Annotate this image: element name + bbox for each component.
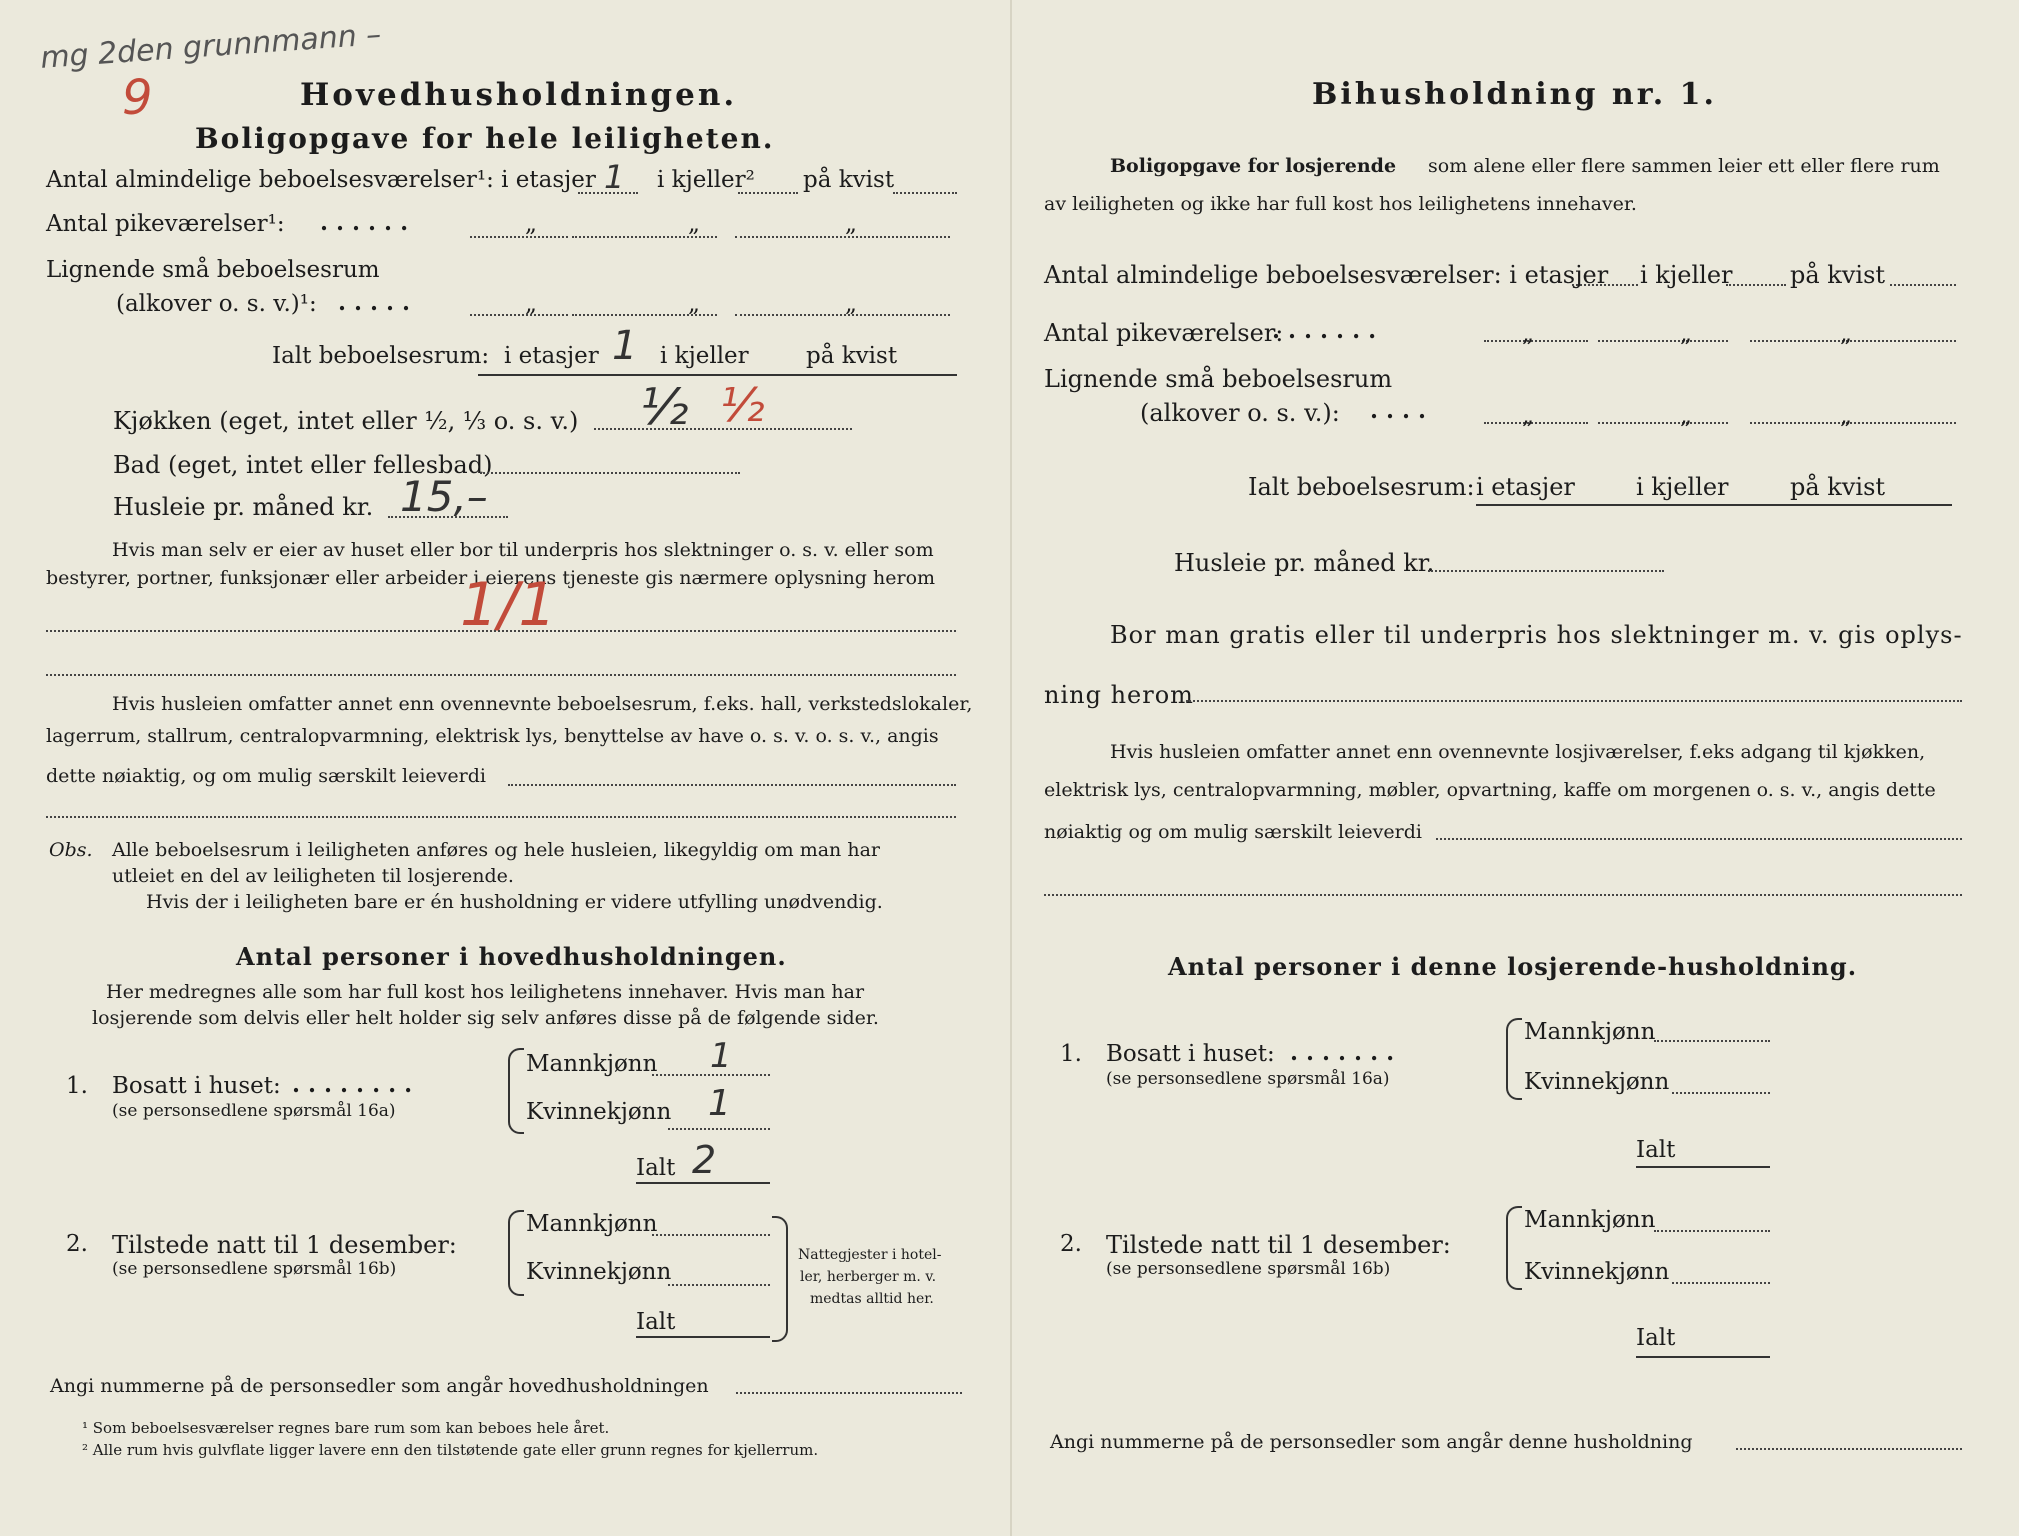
ditto-mark: „ (845, 211, 857, 237)
left-natt-note-b: ler, herberger m. v. (800, 1269, 937, 1285)
left-row2-kvist-field[interactable] (735, 236, 950, 238)
right-row1-kvist-field[interactable] (1890, 284, 1956, 286)
left-q2-kvinne-label: Kvinnekjønn (526, 1259, 672, 1285)
right-husleie-label: Husleie pr. måned kr. (1174, 549, 1435, 577)
left-q1-ialt-value: 2 (692, 1138, 717, 1182)
left-footnote-2: ² Alle rum hvis gulvflate ligger lavere enn den tilstøtende gate eller grunn regnes for kjellerrum. (82, 1441, 819, 1459)
left-q1-sub: (se personsedlene spørsmål 16a) (112, 1101, 396, 1121)
right-row1-kjeller-field[interactable] (1726, 284, 1786, 286)
left-q1-dots: . . . . . . . . (292, 1071, 413, 1098)
right-row1-etasjer-field[interactable] (1572, 284, 1638, 286)
left-natt-note-c: medtas alltid her. (810, 1291, 934, 1307)
left-husleie-label: Husleie pr. måned kr. (113, 493, 374, 521)
left-para2-line2[interactable] (46, 816, 956, 818)
left-natt-note-a: Nattegjester i hotel- (798, 1247, 942, 1263)
left-q1-kvinne-label: Kvinnekjønn (526, 1099, 672, 1125)
right-row3-a: Lignende små beboelsesrum (1044, 365, 1393, 393)
left-q2-mann-field[interactable] (652, 1234, 770, 1236)
left-row1-etasjer-value: 1 (604, 158, 625, 196)
left-persons-a: Her medregnes alle som har full kost hos leilighetens innehaver. Hvis man har (106, 981, 865, 1003)
left-kjokken-red-mark: ½ (720, 378, 765, 432)
right-para-c: nøiaktig og om mulig særskilt leieverdi (1044, 821, 1422, 843)
left-angi: Angi nummerne på de personsedler som angår hovedhusholdningen (50, 1375, 709, 1397)
left-para2-field[interactable] (508, 784, 956, 786)
left-row2-etasjer-field[interactable] (470, 236, 568, 238)
right-ialt-rule (1476, 504, 1952, 506)
right-row2-kjeller-field[interactable] (1598, 340, 1728, 342)
ditto-mark: „ (525, 291, 537, 317)
right-q1-brace (1506, 1018, 1522, 1100)
left-persons-b: losjerende som delvis eller helt holder sig selv anføres disse på de følgende sider. (92, 1007, 879, 1029)
ditto-mark: „ (688, 291, 700, 317)
left-row3-etasjer-field[interactable] (470, 314, 568, 316)
left-q1-kvinne-field[interactable] (668, 1128, 770, 1130)
left-para2-a: Hvis husleien omfatter annet enn ovennevnte beboelsesrum, f.eks. hall, verkstedslokaler, (112, 693, 973, 715)
right-title: Bihusholdning nr. 1. (1312, 77, 1717, 112)
left-q1-mann-value: 1 (710, 1036, 732, 1076)
right-intro-a: som alene eller flere sammen leier ett eller flere rum (1428, 155, 1940, 177)
right-row3-dots: . . . . (1370, 397, 1427, 424)
ditto-mark: „ (845, 291, 857, 317)
ditto-mark: „ (1522, 321, 1534, 347)
left-q2-sub: (se personsedlene spørsmål 16b) (112, 1259, 397, 1279)
right-q2-ialt-label: Ialt (1636, 1325, 1676, 1351)
left-row3-label-b: (alkover o. s. v.)¹: (116, 291, 317, 317)
right-q2-mann-label: Mannkjønn (1524, 1207, 1656, 1233)
right-q1-label: Bosatt i huset: (1106, 1041, 1275, 1067)
right-angi: Angi nummerne på de personsedler som angår denne husholdning (1050, 1431, 1693, 1453)
left-para2-b: lagerrum, stallrum, centralopvarmning, elektrisk lys, benyttelse av have o. s. v. o. s. v., angis (46, 725, 939, 747)
left-title: Hovedhusholdningen. (300, 77, 738, 113)
left-q2-brace (508, 1210, 524, 1296)
left-q2-right-brace (772, 1216, 788, 1342)
pencil-note: mg 2den grunnmann – (39, 17, 383, 76)
left-angi-field[interactable] (736, 1392, 962, 1394)
right-q2-kvinne-field[interactable] (1672, 1282, 1770, 1284)
right-row3-b: (alkover o. s. v.): (1140, 399, 1340, 427)
left-q1-ialt-rule[interactable] (636, 1182, 770, 1184)
ditto-mark: „ (1840, 403, 1852, 429)
ditto-mark: „ (1840, 321, 1852, 347)
ditto-mark: „ (525, 211, 537, 237)
left-para1-b: bestyrer, portner, funksjonær eller arbeider i eierens tjeneste gis nærmere oplysning herom (46, 567, 936, 589)
right-angi-field[interactable] (1736, 1448, 1962, 1450)
right-persons-title: Antal personer i denne losjerende-husholdning. (1168, 952, 1858, 981)
right-q2-number: 2. (1060, 1231, 1082, 1257)
right-q2-ialt-rule[interactable] (1636, 1356, 1770, 1358)
right-q2-label: Tilstede natt til 1 desember: (1106, 1231, 1451, 1259)
left-kjokken-label: Kjøkken (eget, intet eller ½, ⅓ o. s. v.) (113, 407, 579, 435)
left-q2-number: 2. (66, 1231, 88, 1257)
right-row3-kvist-field[interactable] (1750, 422, 1956, 424)
right-para-b: elektrisk lys, centralopvarmning, møbler, opvartning, kaffe om morgenen o. s. v., angis dette (1044, 779, 1936, 801)
left-husleie-value: 15,– (400, 472, 488, 521)
right-row2-etasjer-field[interactable] (1484, 340, 1588, 342)
right-q1-kvinne-field[interactable] (1672, 1092, 1770, 1094)
left-row3-label-a: Lignende små beboelsesrum (46, 257, 380, 283)
right-ialt-kjeller-label: i kjeller (1636, 473, 1729, 501)
right-q1-sub: (se personsedlene spørsmål 16a) (1106, 1069, 1390, 1089)
left-q2-ialt-label: Ialt (636, 1309, 676, 1335)
left-q1-ialt-label: Ialt (636, 1155, 676, 1181)
left-ialt-etasjer-label: i etasjer (504, 343, 599, 369)
right-row2-label: Antal pikeværelser: (1044, 319, 1284, 347)
right-ialt-etasjer-label: i etasjer (1476, 473, 1575, 501)
right-q1-number: 1. (1060, 1041, 1082, 1067)
page-fold (1010, 0, 1012, 1536)
right-q2-brace (1506, 1206, 1522, 1290)
left-q1-label: Bosatt i huset: (112, 1073, 281, 1099)
left-footnote-1: ¹ Som beboelsesværelser regnes bare rum som kan beboes hele året. (82, 1419, 610, 1437)
left-obs-c: Hvis der i leiligheten bare er én husholdning er videre utfylling unødvendig. (146, 891, 883, 913)
right-q1-kvinne-label: Kvinnekjønn (1524, 1069, 1670, 1095)
red-number-mark: 9 (122, 70, 153, 126)
left-bad-field[interactable] (480, 472, 740, 474)
left-red-fraction-mark: 1/1 (460, 570, 557, 640)
right-row1-kjeller-label: i kjeller (1640, 261, 1733, 289)
left-kjokken-value: ½ (640, 378, 689, 436)
right-q1-mann-label: Mannkjønn (1524, 1019, 1656, 1045)
left-row1-kjeller-label: i kjeller² (657, 167, 755, 193)
left-q2-kvinne-field[interactable] (668, 1284, 770, 1286)
right-ialt-label: Ialt beboelsesrum: (1248, 473, 1475, 501)
left-q1-mann-label: Mannkjønn (526, 1051, 658, 1077)
left-bad-label: Bad (eget, intet eller fellesbad) (113, 451, 493, 479)
left-ialt-kjeller-label: i kjeller (660, 343, 749, 369)
right-row3-etasjer-field[interactable] (1484, 422, 1588, 424)
left-q1-kvinne-value: 1 (708, 1083, 731, 1124)
right-row2-kvist-field[interactable] (1750, 340, 1956, 342)
left-row1-kvist-field[interactable] (893, 192, 957, 194)
right-q2-kvinne-label: Kvinnekjønn (1524, 1259, 1670, 1285)
left-ialt-rule (478, 374, 957, 376)
ditto-mark: „ (1522, 403, 1534, 429)
left-row2-label: Antal pikeværelser¹: (46, 211, 285, 237)
ditto-mark: „ (688, 211, 700, 237)
ditto-mark: „ (1680, 403, 1692, 429)
left-para1-line2[interactable] (46, 674, 956, 676)
left-row2-dots: . . . . . . (320, 209, 409, 236)
left-q2-mann-label: Mannkjønn (526, 1211, 658, 1237)
left-q2-ialt-rule[interactable] (636, 1336, 770, 1338)
right-gratis-a: Bor man gratis eller til underpris hos slektninger m. v. gis oplys- (1110, 621, 1963, 649)
right-row1-label: Antal almindelige beboelsesværelser: i etasjer (1044, 261, 1609, 289)
left-para1-line1[interactable] (46, 630, 956, 632)
right-para-field[interactable] (1436, 838, 1962, 840)
left-para2-c: dette nøiaktig, og om mulig særskilt leieverdi (46, 765, 486, 787)
right-gratis-b: ning herom (1044, 681, 1194, 709)
right-q1-ialt-rule[interactable] (1636, 1166, 1770, 1168)
right-para-a: Hvis husleien omfatter annet enn ovennevnte losjiværelser, f.eks adgang til kjøkken, (1110, 741, 1926, 763)
right-q2-mann-field[interactable] (1654, 1230, 1770, 1232)
left-q2-label: Tilstede natt til 1 desember: (112, 1231, 457, 1259)
left-ialt-etasjer-value: 1 (612, 323, 638, 369)
left-ialt-kvist-label: på kvist (806, 343, 898, 369)
left-row3-kvist-field[interactable] (735, 314, 950, 316)
left-persons-title: Antal personer i hovedhusholdningen. (236, 942, 787, 971)
left-q1-brace (508, 1048, 524, 1134)
right-q1-mann-field[interactable] (1654, 1040, 1770, 1042)
right-row3-kjeller-field[interactable] (1598, 422, 1728, 424)
right-intro-b: av leiligheten og ikke har full kost hos leilighetens innehaver. (1044, 193, 1637, 215)
left-row1-kvist-label: på kvist (803, 167, 895, 193)
left-para1-a: Hvis man selv er eier av huset eller bor til underpris hos slektninger o. s. v. eller som (112, 539, 934, 561)
right-para-line2[interactable] (1044, 894, 1962, 896)
right-q1-dots: . . . . . . . (1290, 1039, 1395, 1066)
left-ialt-label: Ialt beboelsesrum: (272, 343, 490, 369)
left-obs-b: utleiet en del av leiligheten til losjerende. (112, 865, 514, 887)
left-row1-kjeller-field[interactable] (738, 192, 798, 194)
right-q1-ialt-label: Ialt (1636, 1137, 1676, 1163)
right-gratis-field[interactable] (1186, 700, 1962, 702)
left-obs-a: Alle beboelsesrum i leiligheten anføres og hele husleien, likegyldig om man har (112, 839, 880, 861)
left-row3-dots: . . . . . (338, 289, 411, 316)
left-row1-label: Antal almindelige beboelsesværelser¹: i etasjer (46, 167, 596, 193)
left-subtitle: Boligopgave for hele leiligheten. (195, 122, 775, 155)
right-row1-kvist-label: på kvist (1790, 261, 1886, 289)
left-q1-number: 1. (66, 1073, 88, 1099)
right-intro-bold: Boligopgave for losjerende (1110, 155, 1397, 177)
right-husleie-field[interactable] (1428, 570, 1664, 572)
right-row2-dots: . . . . . . . (1272, 317, 1377, 344)
left-obs-label: Obs. (49, 839, 93, 861)
ditto-mark: „ (1680, 321, 1692, 347)
right-q2-sub: (se personsedlene spørsmål 16b) (1106, 1259, 1391, 1279)
right-ialt-kvist-label: på kvist (1790, 473, 1886, 501)
